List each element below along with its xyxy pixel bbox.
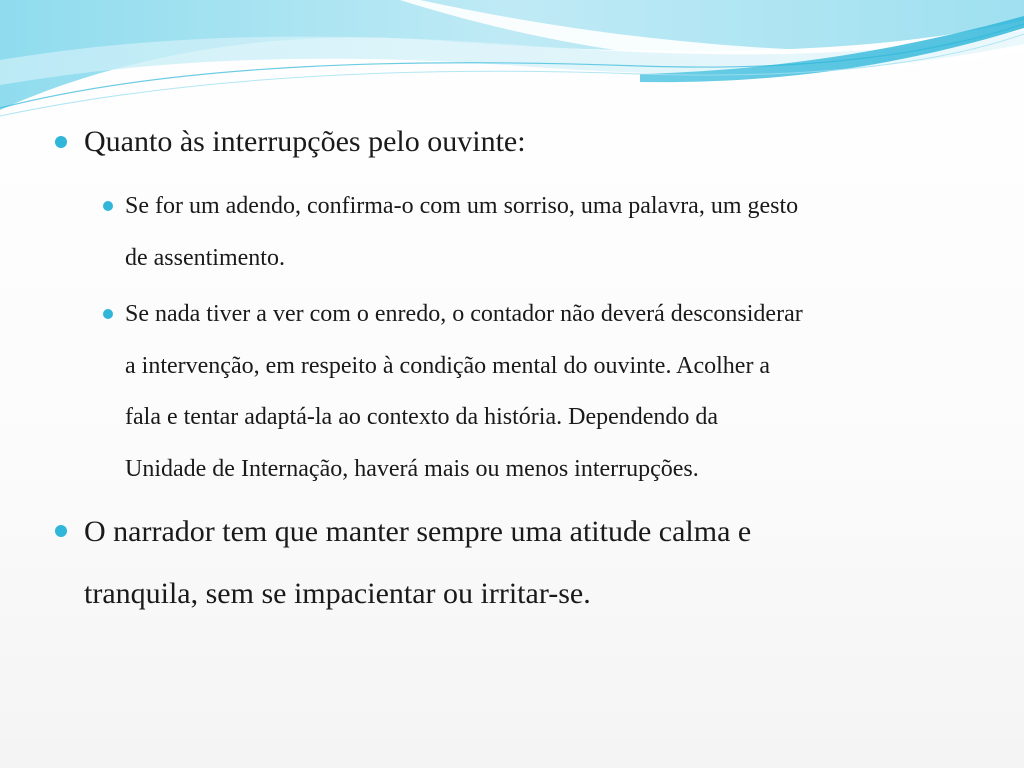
bullet-text: O narrador tem que manter sempre uma atitude calma e xyxy=(84,515,752,548)
sub-bullet-marker xyxy=(103,309,113,319)
sub-bullet-text: Se for um adendo, confirma-o com um sorriso, uma palavra, um gesto xyxy=(125,193,799,219)
bullet-text: Quanto às interrupções pelo ouvinte: xyxy=(84,125,526,158)
sub-bullet-text: de assentimento. xyxy=(125,245,285,271)
sub-bullet-text: Unidade de Internação, haverá mais ou menos interrupções. xyxy=(125,456,699,482)
bullet-text: tranquila, sem se impacientar ou irritar-se. xyxy=(84,577,591,610)
sub-bullet-marker xyxy=(103,201,113,211)
sub-bullet-text: fala e tentar adaptá-la ao contexto da história. Dependendo da xyxy=(125,404,719,430)
bullet-marker xyxy=(55,136,67,148)
sub-bullet-text: Se nada tiver a ver com o enredo, o contador não deverá desconsiderar xyxy=(125,301,803,327)
sub-bullet-text: a intervenção, em respeito à condição mental do ouvinte. Acolher a xyxy=(125,353,771,379)
bullet-marker xyxy=(55,525,67,537)
